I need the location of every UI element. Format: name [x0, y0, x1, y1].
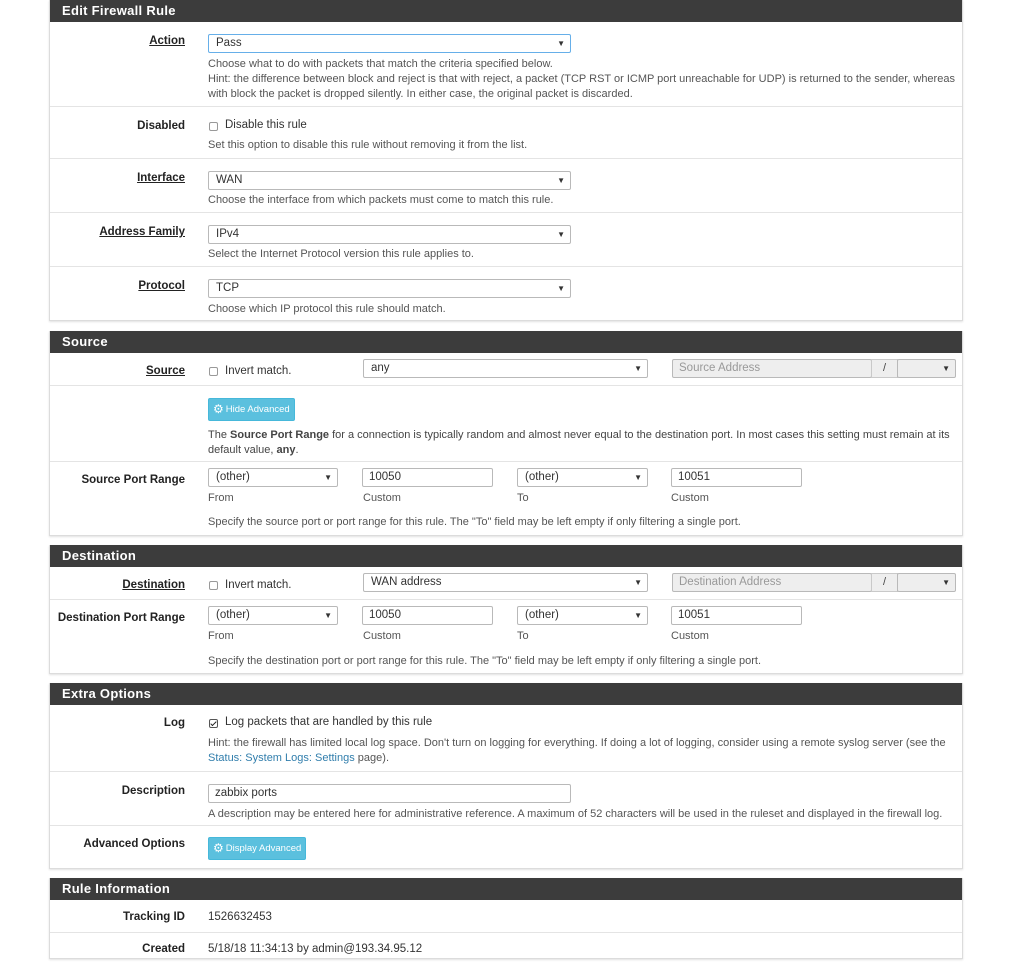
disable-rule-checkbox[interactable] — [209, 122, 218, 131]
action-help-2: Hint: the difference between block and reject is that with reject, a packet (TCP RST or ICMP port unreachable for UDP) is returned to the sender, whereas with block the packet is dropped silently. In either case, the original packet is discarded. — [208, 73, 955, 100]
system-logs-settings-link[interactable]: Status: System Logs: Settings — [208, 752, 355, 764]
destination-from-caption: From — [208, 630, 234, 642]
destination-port-from-custom[interactable]: 10050 — [362, 606, 493, 625]
source-from-caption: From — [208, 492, 234, 504]
protocol-label[interactable]: Protocol — [138, 280, 185, 292]
display-advanced-button[interactable] — [208, 837, 306, 860]
source-to-caption: To — [517, 492, 529, 504]
log-checkbox-label[interactable]: Log packets that are handled by this rule — [225, 716, 433, 728]
source-port-from-custom[interactable]: 10050 — [362, 468, 493, 487]
panel-heading-source: Source — [50, 331, 962, 353]
source-port-from-select[interactable]: (other) ▼ — [208, 468, 338, 487]
source-address-input[interactable]: Source Address — [672, 359, 872, 378]
log-help-post: page). — [354, 752, 389, 764]
action-help-1: Choose what to do with packets that match the criteria specified below. — [208, 58, 553, 70]
source-adv-help-pre: The — [208, 429, 231, 441]
disabled-row — [50, 106, 962, 159]
source-port-range-row — [50, 461, 962, 534]
source-advanced-row — [50, 385, 962, 462]
log-label: Log — [163, 717, 185, 729]
destination-port-to-custom[interactable]: 10051 — [671, 606, 802, 625]
destination-address-input[interactable]: Destination Address — [672, 573, 872, 592]
created-row — [50, 932, 962, 963]
advanced-options-row — [50, 825, 962, 868]
source-invert-label[interactable]: Invert match. — [225, 365, 292, 377]
source-adv-help-mid: for a connection is typically random and almost never equal to the destination port. In most cases this setting must remain at its default value, — [208, 429, 950, 456]
tracking-id-value: 1526632453 — [208, 911, 272, 923]
source-type-select[interactable]: any ▼ — [363, 359, 648, 378]
disable-rule-checkbox-label[interactable]: Disable this rule — [225, 119, 307, 131]
action-select[interactable]: Pass ▼ — [208, 34, 571, 53]
source-mask-select[interactable] — [897, 359, 956, 378]
description-input[interactable]: zabbix ports — [208, 784, 571, 803]
panel-heading-rule-information: Rule Information — [50, 878, 962, 900]
tracking-id-label: Tracking ID — [123, 911, 185, 923]
disabled-help: Set this option to disable this rule without removing it from the list. — [208, 139, 528, 151]
destination-label[interactable]: Destination — [122, 579, 185, 591]
source-mask-slash: / — [871, 359, 898, 378]
destination-custom-caption-2: Custom — [671, 630, 709, 642]
advanced-options-label: Advanced Options — [83, 838, 185, 850]
action-row — [50, 22, 962, 106]
source-port-to-custom[interactable]: 10051 — [671, 468, 802, 487]
destination-to-caption: To — [517, 630, 529, 642]
address-family-label[interactable]: Address Family — [99, 226, 185, 238]
destination-port-range-row — [50, 599, 962, 674]
source-port-range-label: Source Port Range — [81, 474, 185, 486]
source-port-range-help: Specify the source port or port range for this rule. The "To" field may be left empty if only filtering a single port. — [208, 516, 741, 528]
destination-invert-checkbox[interactable] — [209, 581, 218, 590]
protocol-select[interactable]: TCP ▼ — [208, 279, 571, 298]
destination-port-range-label: Destination Port Range — [57, 612, 185, 624]
protocol-row — [50, 266, 962, 321]
source-advanced-help — [208, 428, 960, 458]
display-advanced-label: Display Advanced — [225, 843, 302, 854]
interface-label[interactable]: Interface — [137, 172, 185, 184]
source-adv-help-bold: Source Port Range — [230, 429, 330, 441]
source-panel — [49, 331, 963, 536]
address-family-row — [50, 212, 962, 267]
created-value: 5/18/18 11:34:13 by admin@193.34.95.12 — [208, 943, 423, 955]
edit-firewall-rule-panel — [49, 0, 963, 321]
hide-advanced-button[interactable] — [208, 398, 295, 421]
description-row — [50, 771, 962, 826]
interface-select[interactable]: WAN ▼ — [208, 171, 571, 190]
rule-information-panel — [49, 878, 963, 959]
source-adv-help-any: any — [276, 444, 296, 456]
description-label: Description — [121, 785, 185, 797]
address-family-help: Select the Internet Protocol version this rule applies to. — [208, 248, 474, 260]
source-label[interactable]: Source — [146, 365, 185, 377]
disabled-label: Disabled — [137, 120, 185, 132]
destination-row — [50, 567, 962, 599]
gear-icon: ⚙ — [213, 402, 224, 416]
source-invert-checkbox[interactable] — [209, 367, 218, 376]
log-row — [50, 705, 962, 771]
gear-icon: ⚙ — [213, 841, 224, 855]
source-row — [50, 353, 962, 385]
source-port-to-select[interactable]: (other) ▼ — [517, 468, 648, 487]
destination-custom-caption: Custom — [363, 630, 401, 642]
destination-type-select[interactable]: WAN address ▼ — [363, 573, 648, 592]
extra-options-panel — [49, 683, 963, 869]
destination-mask-select[interactable] — [897, 573, 956, 592]
source-custom-caption-2: Custom — [671, 492, 709, 504]
log-help-pre: Hint: the firewall has limited local log space. Don't turn on logging for everything. If doing a lot of logging, consider using a remote syslog server (see the — [208, 737, 946, 749]
address-family-select[interactable]: IPv4 ▼ — [208, 225, 571, 244]
source-custom-caption: Custom — [363, 492, 401, 504]
destination-mask-slash: / — [871, 573, 898, 592]
interface-row — [50, 158, 962, 213]
created-label: Created — [142, 943, 185, 955]
protocol-help: Choose which IP protocol this rule should match. — [208, 303, 446, 315]
panel-heading-edit-rule: Edit Firewall Rule — [50, 0, 962, 22]
hide-advanced-label: Hide Advanced — [225, 404, 290, 415]
destination-port-from-select[interactable]: (other) ▼ — [208, 606, 338, 625]
destination-port-to-select[interactable]: (other) ▼ — [517, 606, 648, 625]
panel-heading-extra-options: Extra Options — [50, 683, 962, 705]
destination-panel — [49, 545, 963, 674]
interface-help: Choose the interface from which packets must come to match this rule. — [208, 194, 554, 206]
description-help: A description may be entered here for administrative reference. A maximum of 52 characters will be used in the ruleset and displayed in the firewall log. — [208, 808, 943, 820]
panel-heading-destination: Destination — [50, 545, 962, 567]
tracking-id-row — [50, 900, 962, 932]
log-checkbox[interactable] — [209, 719, 218, 728]
action-label[interactable]: Action — [149, 35, 185, 47]
log-help — [208, 736, 960, 766]
destination-port-range-help: Specify the destination port or port range for this rule. The "To" field may be left empty if only filtering a single port. — [208, 655, 761, 667]
source-adv-help-end: . — [295, 444, 299, 456]
destination-invert-label[interactable]: Invert match. — [225, 579, 292, 591]
